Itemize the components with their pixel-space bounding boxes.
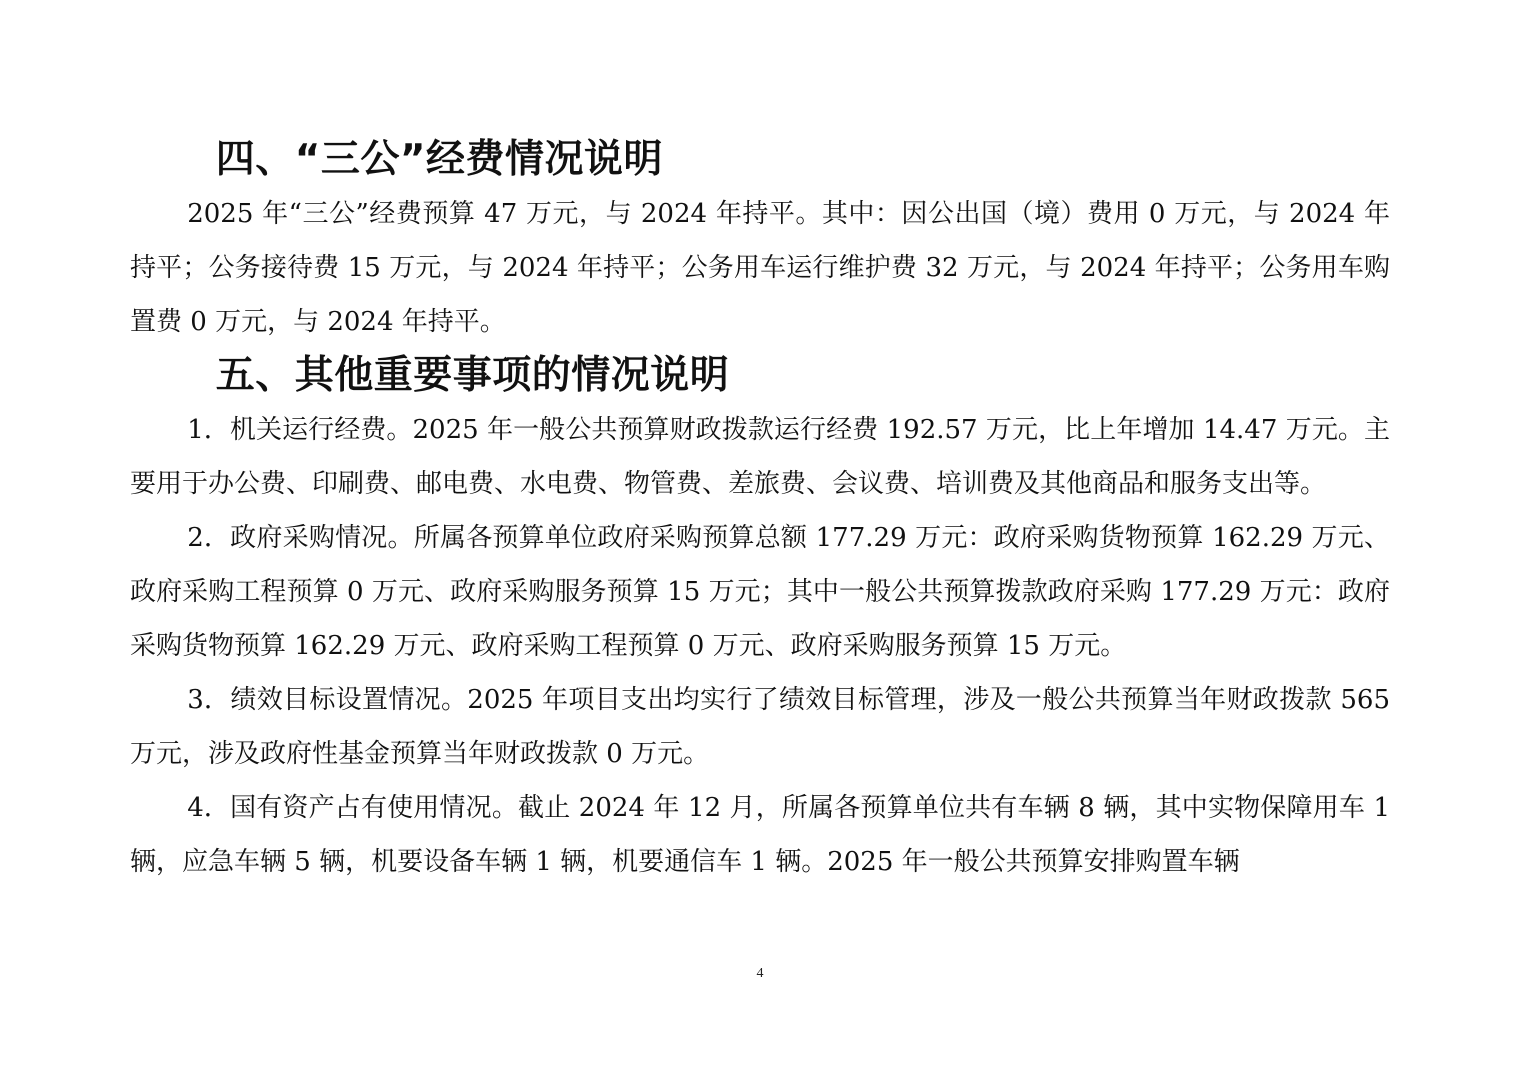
page-body <box>130 133 1390 889</box>
paragraph-state-assets: 4．国有资产占有使用情况。截止 2024 年 12 月，所属各预算单位共有车辆 8 辆，其中实物保障用车 1 辆，应急车辆 5 辆，机要设备车辆 1 辆，机要通信车 1 辆。2025 年一般公共预算安排购置车辆 <box>130 793 1390 877</box>
paragraph-operating-expenses: 1．机关运行经费。2025 年一般公共预算财政拨款运行经费 192.57 万元，比上年增加 14.47 万元。主要用于办公费、印刷费、邮电费、水电费、物管费、差旅费、会议费、培训费及其他商品和服务支出等。 <box>130 415 1390 499</box>
section-heading-san-gong: 四、“三公”经费情况说明 <box>215 137 664 182</box>
paragraph-san-gong-budget: 2025 年“三公”经费预算 47 万元，与 2024 年持平。其中：因公出国（境）费用 0 万元，与 2024 年持平；公务接待费 15 万元，与 2024 年持平；公务用车运行维护费 32 万元，与 2024 年持平；公务用车购置费 0 万元，与 2024 年持平。 <box>130 199 1390 337</box>
paragraph-government-procurement: 2．政府采购情况。所属各预算单位政府采购预算总额 177.29 万元：政府采购货物预算 162.29 万元、政府采购工程预算 0 万元、政府采购服务预算 15 万元；其中一般公共预算拨款政府采购 177.29 万元：政府采购货物预算 162.29 万元、政府采购工程预算 0 万元、政府采购服务预算 15 万元。 <box>130 523 1390 661</box>
page-number: 4 <box>756 966 764 981</box>
section-heading-other-matters: 五、其他重要事项的情况说明 <box>215 353 730 398</box>
paragraph-performance-targets: 3．绩效目标设置情况。2025 年项目支出均实行了绩效目标管理，涉及一般公共预算当年财政拨款 565 万元，涉及政府性基金预算当年财政拨款 0 万元。 <box>130 685 1390 769</box>
